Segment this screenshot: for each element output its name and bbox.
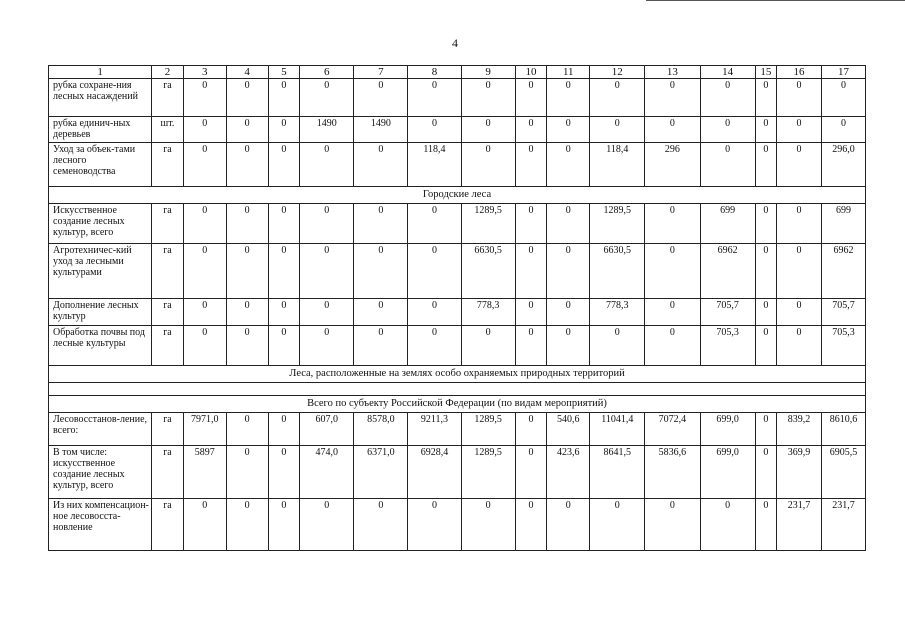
forest-table — [48, 65, 866, 551]
row-label: рубка единич-ных деревьев — [49, 117, 152, 143]
top-rule — [646, 0, 905, 1]
table-cell: 0 — [461, 117, 515, 143]
table-cell: 0 — [268, 446, 300, 499]
table-cell: 0 — [547, 204, 590, 244]
table-cell: 0 — [515, 143, 547, 187]
table-cell: 0 — [300, 244, 354, 299]
table-cell: 699,0 — [700, 446, 755, 499]
table-cell: 0 — [515, 499, 547, 551]
table-cell: га — [152, 326, 184, 366]
table-cell: 0 — [226, 499, 268, 551]
table-cell: 6928,4 — [408, 446, 461, 499]
table-cell: 1289,5 — [461, 446, 515, 499]
table-cell: 1289,5 — [590, 204, 645, 244]
table-cell: 0 — [408, 204, 461, 244]
table-cell: 0 — [183, 326, 226, 366]
table-cell: 296 — [645, 143, 700, 187]
table-cell: 0 — [755, 143, 776, 187]
table-cell: га — [152, 244, 184, 299]
table-cell: 0 — [300, 299, 354, 326]
table-cell: 6371,0 — [354, 446, 408, 499]
table-cell: 8610,6 — [822, 413, 866, 446]
table-cell: 0 — [226, 244, 268, 299]
table-cell: 0 — [755, 499, 776, 551]
row-label: Из них компенсацион-ное лесовосста-новление — [49, 499, 152, 551]
table-cell: 7072,4 — [645, 413, 700, 446]
section-total — [49, 396, 866, 413]
table-cell: 0 — [226, 143, 268, 187]
table-cell: 0 — [354, 244, 408, 299]
table-cell: 0 — [547, 117, 590, 143]
table-cell: 6962 — [700, 244, 755, 299]
column-number: 6 — [300, 66, 354, 79]
table-cell: 0 — [354, 143, 408, 187]
table-cell: 0 — [183, 499, 226, 551]
table-cell: 0 — [268, 499, 300, 551]
table-row — [49, 204, 866, 244]
table-cell: 0 — [461, 326, 515, 366]
table-cell: 778,3 — [461, 299, 515, 326]
row-label: Агротехничес-кий уход за лесными культурами — [49, 244, 152, 299]
table-cell: 6630,5 — [590, 244, 645, 299]
table-cell: 0 — [700, 79, 755, 117]
table-cell: 0 — [515, 79, 547, 117]
table-cell: 0 — [822, 117, 866, 143]
table-cell: 0 — [226, 79, 268, 117]
column-number: 8 — [408, 66, 461, 79]
blank-cell — [49, 383, 866, 396]
table-cell: 699 — [822, 204, 866, 244]
table-cell: 0 — [461, 79, 515, 117]
column-number: 7 — [354, 66, 408, 79]
table-row — [49, 299, 866, 326]
column-number: 4 — [226, 66, 268, 79]
table-cell: 0 — [408, 299, 461, 326]
table-cell: 699,0 — [700, 413, 755, 446]
table-cell: 6630,5 — [461, 244, 515, 299]
table-cell: 0 — [590, 79, 645, 117]
table-cell: 0 — [777, 79, 822, 117]
table-cell: 0 — [515, 244, 547, 299]
table-cell: 0 — [183, 204, 226, 244]
table-cell: 118,4 — [408, 143, 461, 187]
column-number: 11 — [547, 66, 590, 79]
table-cell: 0 — [408, 499, 461, 551]
row-label: Лесовосстанов-ление, всего: — [49, 413, 152, 446]
column-number: 13 — [645, 66, 700, 79]
table-cell: 0 — [268, 413, 300, 446]
table-cell: 0 — [777, 326, 822, 366]
table-cell: 231,7 — [822, 499, 866, 551]
section-total-title: Всего по субъекту Российской Федерации (по видам мероприятий) — [49, 396, 866, 413]
column-number: 2 — [152, 66, 184, 79]
table-cell: 0 — [755, 413, 776, 446]
table-cell: 11041,4 — [590, 413, 645, 446]
table-cell: 0 — [226, 413, 268, 446]
table-cell: 839,2 — [777, 413, 822, 446]
table-cell: га — [152, 299, 184, 326]
section-protected-territories-title: Леса, расположенные на землях особо охраняемых природных территорий — [49, 366, 866, 383]
table-cell: 0 — [226, 204, 268, 244]
table-cell: га — [152, 79, 184, 117]
table-cell: 0 — [755, 326, 776, 366]
table-cell: 0 — [777, 299, 822, 326]
row-label: В том числе: искусственное создание лесных культур, всего — [49, 446, 152, 499]
table-cell: 0 — [547, 499, 590, 551]
table-cell: 0 — [755, 117, 776, 143]
column-number: 12 — [590, 66, 645, 79]
table-cell: 0 — [300, 204, 354, 244]
table-row — [49, 244, 866, 299]
section-city-forests-title: Городские леса — [49, 187, 866, 204]
table-cell: 0 — [645, 499, 700, 551]
table-cell: 0 — [755, 446, 776, 499]
table-cell: 0 — [777, 204, 822, 244]
column-number: 9 — [461, 66, 515, 79]
table-cell: 0 — [547, 143, 590, 187]
column-number: 3 — [183, 66, 226, 79]
table-cell: 0 — [226, 326, 268, 366]
table-cell: 0 — [183, 244, 226, 299]
table-cell: 118,4 — [590, 143, 645, 187]
table-cell: 5897 — [183, 446, 226, 499]
table-cell: 0 — [268, 299, 300, 326]
table-cell: 0 — [700, 143, 755, 187]
table-cell: 0 — [354, 299, 408, 326]
column-number-row — [49, 66, 866, 79]
table-cell: 540,6 — [547, 413, 590, 446]
table-cell: 1490 — [354, 117, 408, 143]
table-cell: 231,7 — [777, 499, 822, 551]
table-cell: 699 — [700, 204, 755, 244]
table-row — [49, 117, 866, 143]
table-cell: 7971,0 — [183, 413, 226, 446]
table-cell: 0 — [268, 244, 300, 299]
table-cell: 0 — [515, 204, 547, 244]
table-cell: 6905,5 — [822, 446, 866, 499]
column-number: 5 — [268, 66, 300, 79]
table-cell: 0 — [645, 117, 700, 143]
column-number: 1 — [49, 66, 152, 79]
table-cell: 0 — [547, 79, 590, 117]
table-cell: 0 — [645, 244, 700, 299]
table-cell: 0 — [700, 117, 755, 143]
table-row — [49, 446, 866, 499]
table-cell: 0 — [226, 117, 268, 143]
table-row — [49, 79, 866, 117]
table-cell: 0 — [645, 326, 700, 366]
table-cell: 0 — [590, 499, 645, 551]
table-cell: 0 — [515, 413, 547, 446]
table-cell: 1490 — [300, 117, 354, 143]
table-cell: 0 — [408, 244, 461, 299]
section-protected-territories — [49, 366, 866, 383]
table-cell: га — [152, 499, 184, 551]
table-cell: 0 — [268, 326, 300, 366]
table-cell: 474,0 — [300, 446, 354, 499]
row-label: Обработка почвы под лесные культуры — [49, 326, 152, 366]
table-row — [49, 413, 866, 446]
table-cell: 423,6 — [547, 446, 590, 499]
table-cell: 0 — [300, 499, 354, 551]
column-number: 17 — [822, 66, 866, 79]
table-cell: 8578,0 — [354, 413, 408, 446]
table-cell: 0 — [268, 204, 300, 244]
table-cell: 0 — [590, 117, 645, 143]
table-cell: 0 — [226, 299, 268, 326]
page-number: 4 — [452, 36, 458, 50]
table-cell: 0 — [547, 244, 590, 299]
table-cell: 0 — [547, 299, 590, 326]
table-cell: 0 — [515, 446, 547, 499]
table-cell: 0 — [755, 299, 776, 326]
table-cell: 0 — [755, 244, 776, 299]
table-cell: га — [152, 446, 184, 499]
column-number: 14 — [700, 66, 755, 79]
table-cell: 0 — [226, 446, 268, 499]
table-cell: 296,0 — [822, 143, 866, 187]
table-cell: 0 — [183, 79, 226, 117]
table-cell: га — [152, 143, 184, 187]
table-cell: 0 — [547, 326, 590, 366]
table-cell: 0 — [645, 204, 700, 244]
table-cell: 0 — [461, 143, 515, 187]
table-cell: 0 — [515, 117, 547, 143]
table-cell: 0 — [354, 326, 408, 366]
column-number: 16 — [777, 66, 822, 79]
table-cell: 0 — [515, 326, 547, 366]
table-cell: 0 — [300, 79, 354, 117]
table-cell: 0 — [408, 117, 461, 143]
table-cell: 9211,3 — [408, 413, 461, 446]
table-cell: 0 — [183, 143, 226, 187]
section-city-forests — [49, 187, 866, 204]
table-cell: 0 — [268, 79, 300, 117]
table-cell: га — [152, 204, 184, 244]
table-cell: 0 — [300, 326, 354, 366]
table-cell: 0 — [408, 326, 461, 366]
table-cell: 0 — [645, 79, 700, 117]
table-cell: 0 — [645, 299, 700, 326]
table-cell: 0 — [268, 117, 300, 143]
row-label: Искусственное создание лесных культур, всего — [49, 204, 152, 244]
row-label: Дополнение лесных культур — [49, 299, 152, 326]
table-cell: 705,3 — [822, 326, 866, 366]
table-cell: 0 — [183, 299, 226, 326]
table-cell: 0 — [777, 143, 822, 187]
table-cell: 705,3 — [700, 326, 755, 366]
table-cell: 0 — [755, 204, 776, 244]
table-cell: 0 — [515, 299, 547, 326]
table-cell: 0 — [183, 117, 226, 143]
table-cell: 0 — [354, 204, 408, 244]
table-cell: 705,7 — [822, 299, 866, 326]
table-cell: 0 — [461, 499, 515, 551]
column-number: 10 — [515, 66, 547, 79]
table-cell: 369,9 — [777, 446, 822, 499]
table-cell: 0 — [354, 499, 408, 551]
table-cell: 0 — [822, 79, 866, 117]
table-cell: 0 — [777, 117, 822, 143]
table-cell: 1289,5 — [461, 413, 515, 446]
table-cell: 778,3 — [590, 299, 645, 326]
table-cell: 0 — [700, 499, 755, 551]
table-row — [49, 326, 866, 366]
table-cell: 0 — [300, 143, 354, 187]
table-cell: 5836,6 — [645, 446, 700, 499]
table-row — [49, 499, 866, 551]
blank-row — [49, 383, 866, 396]
row-label: Уход за объек-тами лесного семеноводства — [49, 143, 152, 187]
table-row — [49, 143, 866, 187]
table-cell: 0 — [268, 143, 300, 187]
table-cell: 607,0 — [300, 413, 354, 446]
table-cell: шт. — [152, 117, 184, 143]
table-cell: 0 — [354, 79, 408, 117]
table-cell: 0 — [755, 79, 776, 117]
table-cell: 6962 — [822, 244, 866, 299]
table-cell: 705,7 — [700, 299, 755, 326]
table-cell: 1289,5 — [461, 204, 515, 244]
table-cell: 0 — [408, 79, 461, 117]
table-cell: 0 — [590, 326, 645, 366]
table-cell: га — [152, 413, 184, 446]
row-label: рубка сохране-ния лесных насаждений — [49, 79, 152, 117]
column-number: 15 — [755, 66, 776, 79]
table-cell: 8641,5 — [590, 446, 645, 499]
table-cell: 0 — [777, 244, 822, 299]
